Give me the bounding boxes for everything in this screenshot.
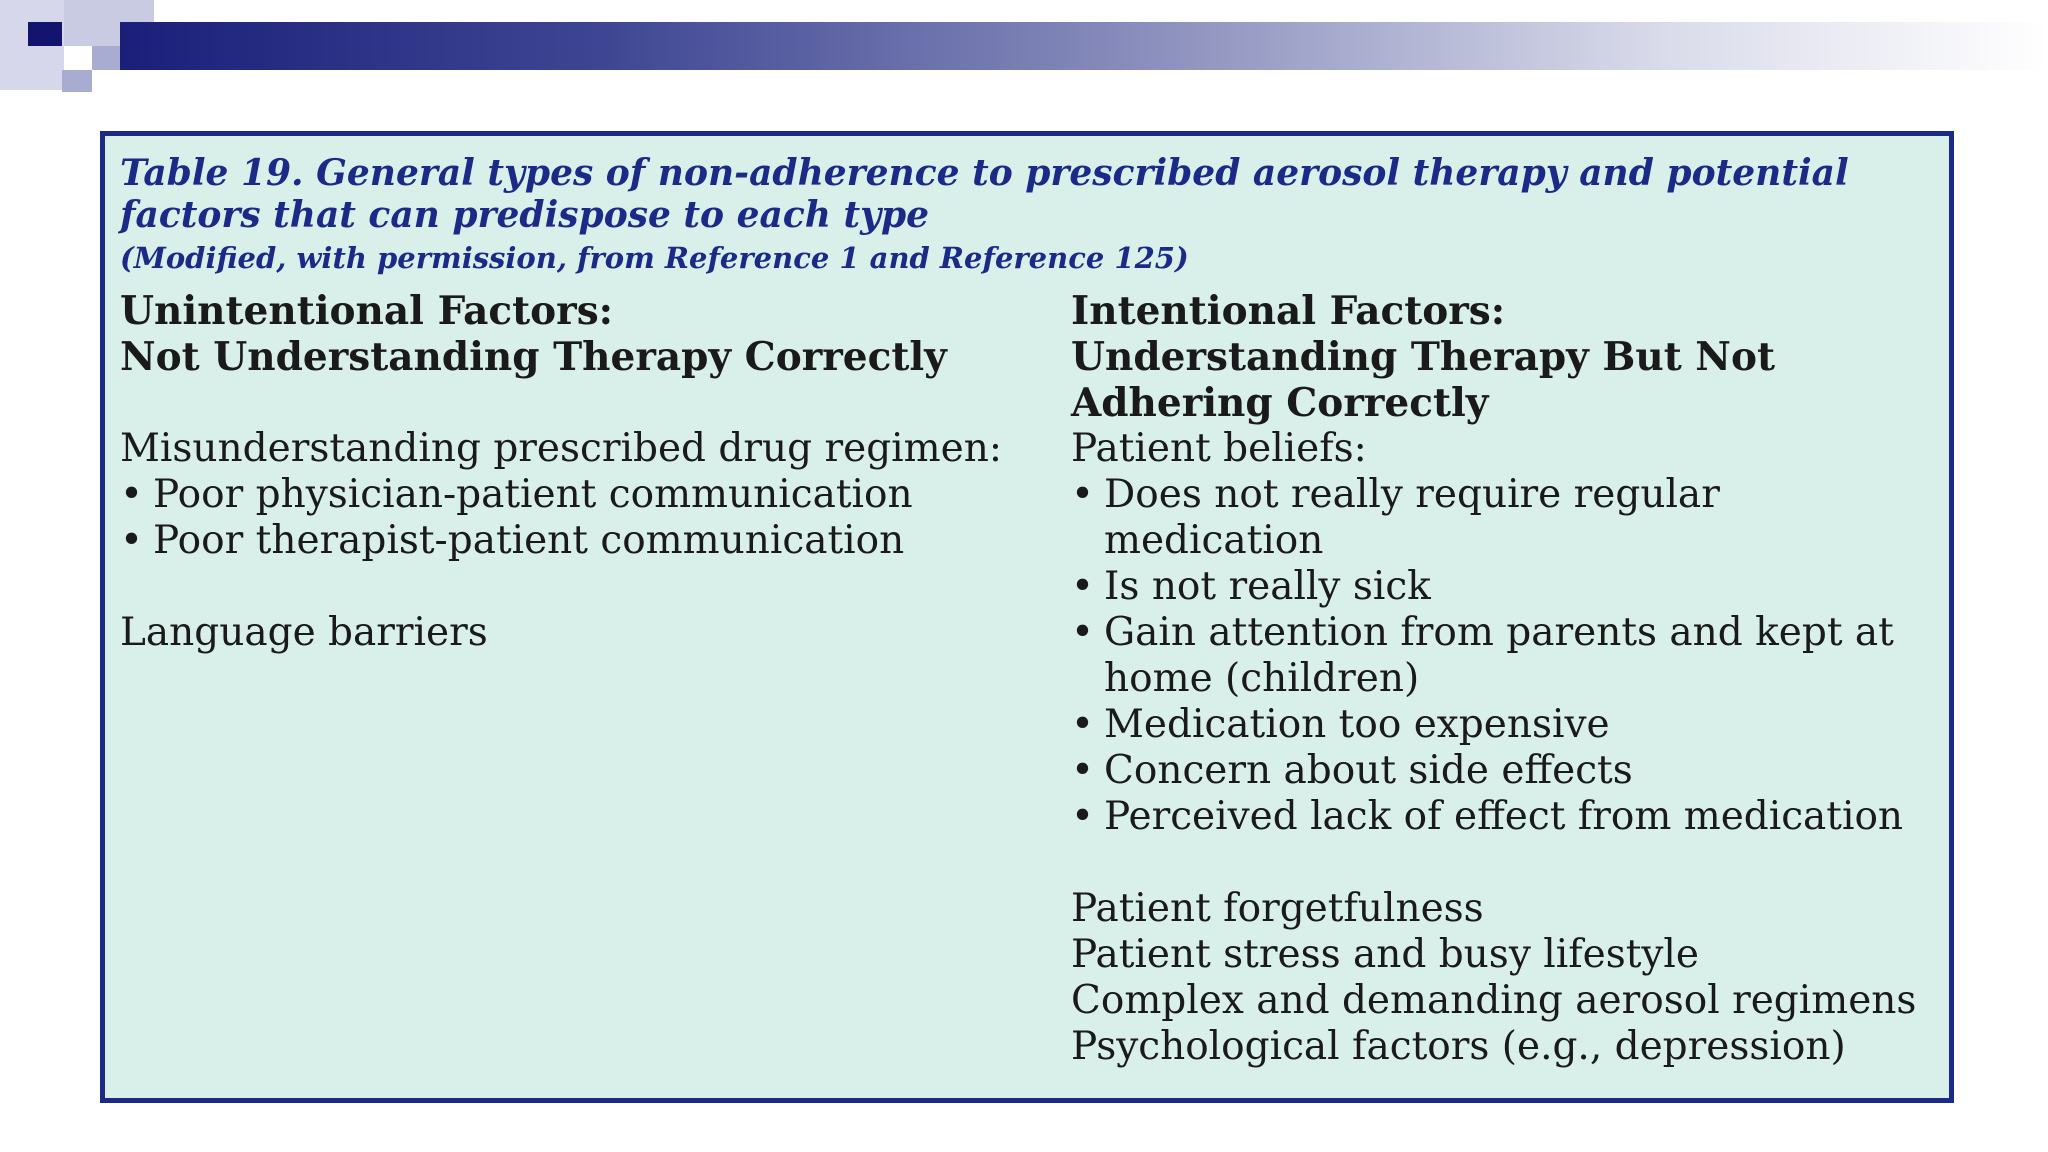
factor-line: Complex and demanding aerosol regimens — [1071, 978, 1917, 1023]
table-title: Table 19. General types of non-adherence to prescribed aerosol therapy and potential factors that can predispose to each type — [120, 152, 1849, 236]
decor-square — [62, 70, 92, 92]
bullet-icon: • — [1071, 702, 1095, 747]
list-item-text: Perceived lack of effect from medication — [1104, 794, 1904, 839]
list-item — [1071, 748, 1951, 794]
bullet-icon: • — [120, 472, 144, 517]
bullet-icon: • — [120, 518, 144, 563]
list-item — [1071, 610, 1951, 702]
list-item-text: Poor physician-patient communication — [153, 472, 913, 517]
factor-line: Psychological factors (e.g., depression) — [1071, 1024, 1846, 1069]
list-item-text: Poor therapist-patient communication — [153, 518, 905, 563]
list-item — [1071, 472, 1951, 564]
header-gradient-bar — [120, 22, 2048, 70]
list-item-text: Does not really require regular medication — [1104, 472, 1720, 563]
bullet-icon: • — [1071, 610, 1095, 655]
bullet-icon: • — [1071, 472, 1095, 517]
table-note: (Modified, with permission, from Reference 1 and Reference 125) — [120, 241, 1189, 275]
list-item — [1071, 702, 1951, 748]
list-item — [120, 518, 1050, 564]
decor-square — [92, 46, 122, 70]
decor-square — [28, 22, 62, 46]
list-item — [1071, 564, 1951, 610]
unintentional-factors-column — [120, 288, 1050, 656]
group-label: Misunderstanding prescribed drug regimen: — [120, 426, 1002, 471]
list-item-text: Medication too expensive — [1104, 702, 1610, 747]
bullet-icon: • — [1071, 748, 1095, 793]
group-label: Patient beliefs: — [1071, 426, 1367, 471]
list-item-text: Gain attention from parents and kept at home (children) — [1104, 610, 1894, 701]
table-19-box — [100, 131, 1954, 1103]
list-item — [120, 472, 1050, 518]
list-item-text: Is not really sick — [1104, 564, 1431, 609]
column-subheading: Understanding Therapy But Not Adhering Correctly — [1071, 334, 1775, 426]
column-heading: Unintentional Factors: — [120, 288, 614, 334]
factor-line: Patient stress and busy lifestyle — [1071, 932, 1699, 977]
bullet-icon: • — [1071, 794, 1095, 839]
list-item-text: Concern about side effects — [1104, 748, 1633, 793]
bullet-icon: • — [1071, 564, 1095, 609]
factor-line: Language barriers — [120, 610, 488, 655]
column-subheading: Not Understanding Therapy Correctly — [120, 334, 947, 380]
list-item — [1071, 794, 1951, 840]
intentional-factors-column — [1071, 288, 1951, 1070]
column-heading: Intentional Factors: — [1071, 288, 1506, 334]
factor-line: Patient forgetfulness — [1071, 886, 1484, 931]
